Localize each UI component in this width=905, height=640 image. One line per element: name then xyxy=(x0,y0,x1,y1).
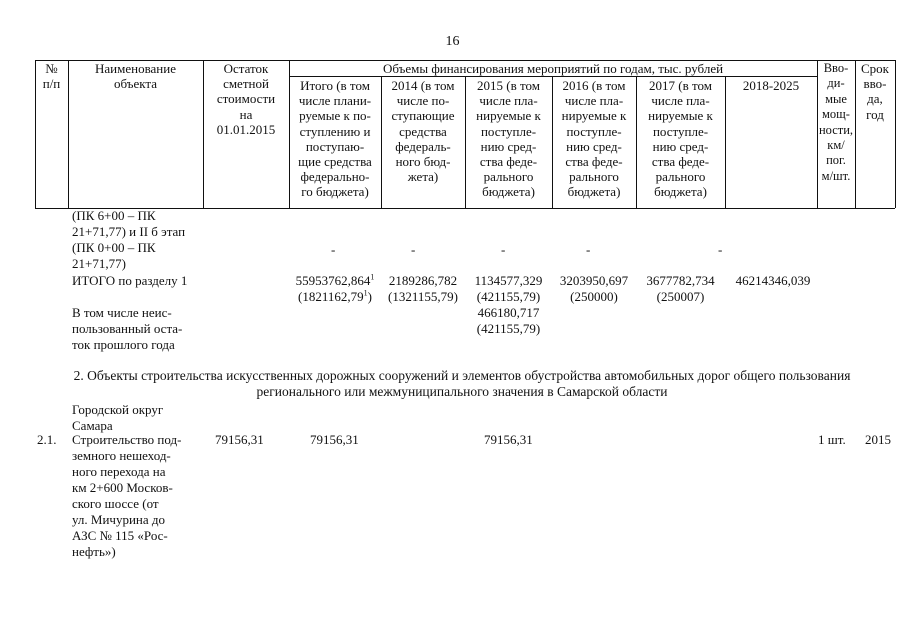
header-number: № п/п xyxy=(42,61,61,92)
header-2015: 2015 (в том числе пла- нируемые к поступле- нию сред- ства феде- рального бюджета) xyxy=(476,78,541,200)
dash-mark: - xyxy=(411,242,416,257)
unused-row-2015: 466180,717 (421155,79) xyxy=(476,305,541,336)
district-label: Городской округ Самара xyxy=(72,402,164,433)
row-2-1-total: 79156,31 xyxy=(310,432,359,447)
total-row-2016: 3203950,697 (250000) xyxy=(559,273,629,304)
header-2017: 2017 (в том числе пла- нируемые к поступле- нию сред- ства феде- рального бюджета) xyxy=(648,78,713,200)
header-2016: 2016 (в том числе пла- нируемые к поступле- нию сред- ства феде- рального бюджета) xyxy=(561,78,627,200)
row-2-1-name: Строительство под- земного нешеход- ного перехода на км 2+600 Москов- ского шоссе (от ул. Мичурина до АЗС № 115 «Рос- нефть») xyxy=(72,432,182,559)
unused-row-label: В том числе неис- пользованный оста- ток прошлого года xyxy=(72,305,183,352)
total-row-2018-2025: 46214346,039 xyxy=(735,273,811,288)
total-row-label: ИТОГО по разделу 1 xyxy=(72,273,188,288)
header-col-divider xyxy=(725,76,726,208)
header-border-right xyxy=(895,60,896,208)
header-funding-group: Объемы финансирования мероприятий по годам, тыс. рублей xyxy=(382,61,724,76)
section-2-heading: 2. Объекты строительства искусственных дорожных сооружений и элементов обустройства автомобильных дорог общего пользования регионального или межмуниципального значения в Самарской области xyxy=(73,368,851,399)
total-fed-value: (1821162,79$^1$) xyxy=(298,288,372,304)
header-2018-2025: 2018-2025 xyxy=(742,78,800,93)
table-header xyxy=(35,60,895,208)
row-2-1-number: 2.1. xyxy=(37,432,57,447)
row-2-1-2015: 79156,31 xyxy=(484,432,533,447)
continuation-text: (ПК 6+00 – ПК 21+71,77) и II б этап (ПК 0+00 – ПК 21+71,77) xyxy=(72,208,186,271)
page-number: 16 xyxy=(445,34,460,49)
total-row-2014: 2189286,782 (1321155,79) xyxy=(388,273,458,304)
dash-mark: - xyxy=(718,242,723,257)
dash-mark: - xyxy=(586,242,591,257)
header-total: Итого (в том числе плани- руемые к по- ступлению и поступаю- щие средства федерально- го бюджета) xyxy=(298,78,372,200)
row-2-1-capacity: 1 шт. xyxy=(818,432,846,447)
total-row-2017: 3677782,734 (250007) xyxy=(646,273,715,304)
total-value: 55953762,864$^1$ xyxy=(295,272,375,288)
header-2014: 2014 (в том числе по- ступающие средства федераль- ного бюд- жета) xyxy=(391,78,455,185)
dash-mark: - xyxy=(501,242,506,257)
header-object-name: Наименование объекта xyxy=(95,61,176,92)
row-2-1-remainder: 79156,31 xyxy=(215,432,264,447)
header-capacity: Вво- ди- мые мощ- ности, км/ пог. м/шт. xyxy=(818,61,854,183)
total-row-total xyxy=(289,273,381,305)
header-remainder: Остаток сметной стоимости на 01.01.2015 xyxy=(216,61,276,137)
header-deadline: Срок вво- да, год xyxy=(861,61,889,122)
total-row-2015: 1134577,329 (421155,79) xyxy=(474,273,543,304)
row-2-1-deadline: 2015 xyxy=(865,432,891,447)
dash-mark: - xyxy=(331,242,336,257)
